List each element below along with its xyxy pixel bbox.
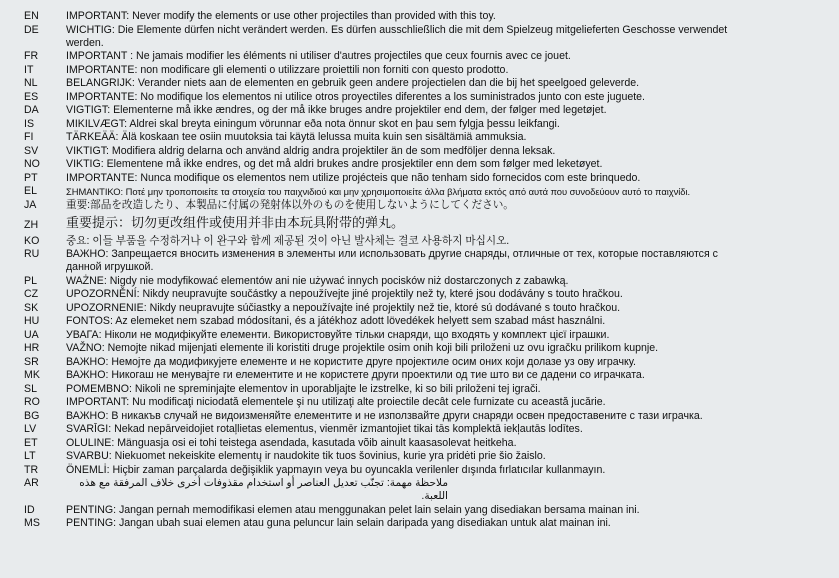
warning-row-hr [0,342,839,355]
language-code: SK [24,301,39,314]
language-code: PL [24,274,37,287]
warning-row-id [0,504,839,517]
warning-text: 重要:部品を改造したり、本製品に付属の発射体以外のものを使用しないようにしてください。 [66,198,514,211]
language-code: DE [24,23,39,36]
warning-row-fr [0,50,839,63]
warning-text: IMPORTANTE: No modifique los elementos ni utilice otros proyectiles diferentes a los suministrados junto con este juguete. [66,90,646,103]
warning-row-ko [0,235,839,248]
warning-row-sk [0,302,839,315]
language-code: BG [24,409,40,422]
warning-text: ΣΗΜΑΝΤΙΚΟ: Ποτέ μην τροποποιείτε τα στοιχεία του παιχνιδιού και μην χρησιμοποιείτε άλλα βλήματα εκτός από αυτά που συνοδεύουν αυτό το παιχνίδι. [66,186,691,197]
language-code: NL [24,77,38,89]
language-code: CZ [24,288,39,300]
language-code: AR [24,477,39,489]
language-code: EL [24,185,37,197]
language-code: LV [24,423,37,435]
warning-row-ro [0,396,839,409]
warning-text: OLULINE: Mänguasja osi ei tohi teistega asendada, kasutada võib ainult kaasasolevat heitkeha. [66,436,517,449]
language-code: HR [24,342,40,354]
warning-text: WICHTIG: Die Elemente dürfen nicht verändert werden. Es dürfen ausschließlich die mit dem Spielzeug mitgelieferten Geschosse verwendet werden. [66,23,728,49]
language-code: ET [24,436,38,449]
language-code: RU [24,248,40,260]
warning-row-pl [0,275,839,288]
language-code: JA [24,198,37,211]
language-code: PT [24,171,38,184]
warning-text: UPOZORNENIE: Nikdy neupravujte súčiastky a nepoužívajte iné projektily než tie, ktoré sú dodávané s touto hračkou. [66,301,621,314]
warning-text: IMPORTANT : Ne jamais modifier les éléments ni utiliser d'autres projectiles que ceux fournis avec ce jouet. [66,50,571,62]
warning-text: VAŽNO: Nemojte nikad mijenjati elemente ili koristiti druge projektile osim onih koji bili priloženi uz ovu igračku prilikom kupnje. [66,342,659,354]
language-code: MK [24,369,40,381]
warning-row-no [0,158,839,171]
warning-text: SVARBU: Niekuomet nekeiskite elementų ir naudokite tik tuos šovinius, kurie yra pridėti prie šio žaislo. [66,450,546,462]
warning-row-hu [0,315,839,328]
language-code: IT [24,63,34,76]
warning-row-bg [0,410,839,423]
language-code: SR [24,355,39,368]
language-code: ZH [24,218,39,231]
warning-text: PENTING: Jangan ubah suai elemen atau guna peluncur lain selain daripada yang disediakan untuk alat mainan ini. [66,517,611,529]
warning-row-ms [0,517,839,530]
warning-row-ua [0,329,839,342]
language-code: SV [24,144,39,157]
warning-text: 重要提示：切勿更改组件或使用并非由本玩具附带的弹丸。 [66,214,405,230]
language-code: DA [24,104,39,116]
warning-text: 중요: 이들 부품을 수정하거나 이 완구와 함께 제공된 것이 아닌 발사체는 결코 사용하지 마십시오. [66,234,510,247]
language-code: MS [24,517,40,529]
warning-text: VIGTIGT: Elementerne må ikke ændres, og der må ikke bruges andre projektiler end dem, der følger med legetøjet. [66,104,607,116]
warning-text: BELANGRIJK: Verander niets aan de elementen en gebruik geen andere projectielen dan die bij het speelgoed geleverde. [66,77,640,89]
warning-text: WAŻNE: Nigdy nie modyfikować elementów ani nie używać innych pocisków niż dostarczonych z zabawką. [66,274,569,287]
warning-row-ar [0,477,839,503]
warning-text: УВАГА: Ніколи не модифікуйте елементи. Використовуйте тільки снаряди, що входять у комплект цієї іграшки. [66,328,610,341]
warning-row-is [0,118,839,131]
language-code: FR [24,50,39,62]
warning-text: ÖNEMLİ: Hiçbir zaman parçalarda değişiklik yapmayın veya bu oyuncakla verilenler dışında fırlatıcılar kullanmayın. [66,463,606,476]
warning-text: UPOZORNĚNÍ: Nikdy neupravujte součástky a nepoužívejte jiné projektily než ty, které jsou dodávány s touto hračkou. [66,288,623,300]
warning-text: ВАЖНО: Запрещается вносить изменения в элементы или использовать другие снаряды, отличные от тех, которые поставляются с данной игрушкой. [66,248,718,273]
warning-text: IMPORTANTE: Nunca modifique os elementos nem utilize projécteis que não tenham sido fornecidos com este brinquedo. [66,171,641,184]
warning-text: IMPORTANT: Never modify the elements or use other projectiles than provided with this toy. [66,10,496,22]
warning-text: IMPORTANTE: non modificare gli elementi o utilizzare proiettili non forniti con questo prodotto. [66,63,509,76]
warning-row-el [0,185,839,198]
warning-text: SVARĪGI: Nekad nepārveidojiet rotaļlietas elementus, vienmēr izmantojiet tikai tās komplektā iekļautās lodītes. [66,423,583,435]
language-code: TR [24,463,39,476]
warning-row-cz [0,288,839,301]
warning-row-sv [0,145,839,158]
warning-row-pt [0,172,839,185]
warning-row-lt [0,450,839,463]
language-code: NO [24,158,40,170]
language-code: ES [24,90,39,103]
warning-row-it [0,64,839,77]
warning-row-lv [0,423,839,436]
language-code: HU [24,315,40,327]
warning-row-et [0,437,839,450]
warning-row-zh [0,215,839,233]
warning-text: IMPORTANT: Nu modificaţi niciodată elementele şi nu utilizaţi alte proiectile decât cele furnizate cu această jucărie. [66,396,606,408]
warning-row-da [0,104,839,117]
language-code: IS [24,117,35,130]
warning-text: ВАЖНО: В никакъв случай не видоизменяйте елементите и не използвайте други снаряди освен предоставените с тази играчка. [66,409,703,422]
warning-row-mk [0,369,839,382]
warning-row-sl [0,383,839,396]
warning-row-ru [0,248,839,274]
language-code: ID [24,503,35,516]
language-code: RO [24,396,40,408]
language-code: EN [24,10,39,22]
warning-text: FONTOS: Az elemeket nem szabad módosítani, és a játékhoz adott lövedékek helyett sem szabad mást használni. [66,315,606,327]
warning-row-sr [0,356,839,369]
warning-text: VIKTIG: Elementene må ikke endres, og det må aldri brukes andre prosjektiler enn dem som følger med leketøyet. [66,158,603,170]
language-code: SL [24,382,37,395]
warning-row-es [0,91,839,104]
warning-text: TÄRKEÄÄ: Älä koskaan tee osiin muutoksia tai käytä lelussa muita kuin sen sisältämiä ammuksia. [66,131,527,143]
warning-text: PENTING: Jangan pernah memodifikasi elemen atau menggunakan pelet lain selain yang disediakan bersama mainan ini. [66,503,640,516]
warning-text: MIKILVÆGT: Aldrei skal breyta einingum vörunnar eða nota önnur skot en þau sem fylgja þessu leikfangi. [66,117,560,130]
warning-row-tr [0,464,839,477]
warning-row-ja [0,199,839,212]
warning-text: ВАЖНО: Никогаш не менувајте ги елементите и не користете други проектили од тие што ви се дадени со играчката. [66,369,645,381]
warning-row-en [0,10,839,23]
warning-row-nl [0,77,839,90]
warning-row-fi [0,131,839,144]
language-code: FI [24,131,34,143]
warning-text: ВАЖНО: Немојте да модификујете елементе и не користите друге пројектиле осим оних који долазе уз ову играчку. [66,355,636,368]
warning-text: VIKTIGT: Modifiera aldrig delarna och använd aldrig andra projektiler än de som medföljer denna leksak. [66,144,556,157]
warning-text: ملاحظة مهمة: تجنّب تعديل العناصر أو استخدام مقذوفات أخرى خلاف المرفقة مع هذه اللعبة. [79,477,448,502]
warning-text: POMEMBNO: Nikoli ne spreminjajte elementov in uporabljajte le izstrelke, ki so bili priloženi tej igrači. [66,382,541,395]
multilingual-warning-sheet [0,10,839,531]
language-code: UA [24,328,39,341]
language-code: KO [24,234,40,247]
warning-row-de [0,24,839,50]
language-code: LT [24,450,36,462]
